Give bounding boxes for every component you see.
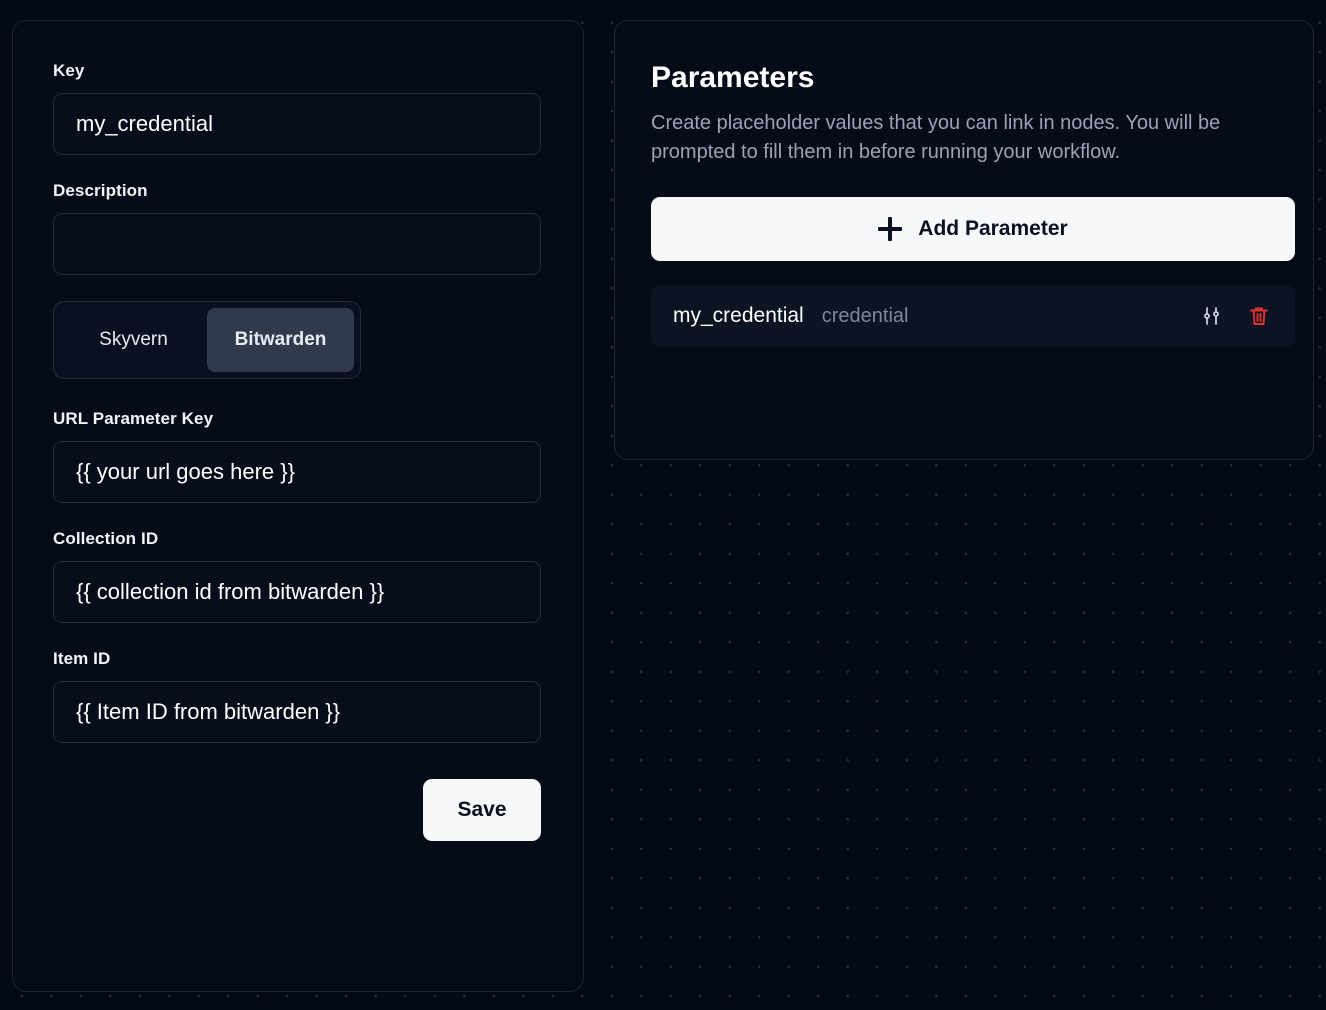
item-id-label: Item ID xyxy=(53,649,111,668)
parameter-name: my_credential xyxy=(673,304,804,327)
key-field-group xyxy=(53,61,543,155)
description-input[interactable] xyxy=(53,213,541,275)
delete-trash-icon[interactable] xyxy=(1245,302,1273,330)
credential-parameter-form xyxy=(12,20,584,992)
parameters-title: Parameters xyxy=(651,61,815,94)
add-parameter-button[interactable] xyxy=(651,197,1295,261)
collection-id-input[interactable]: {{ collection id from bitwarden }} xyxy=(53,561,541,623)
save-row xyxy=(53,779,541,841)
key-input[interactable]: my_credential xyxy=(53,93,541,155)
add-parameter-label: Add Parameter xyxy=(918,217,1068,240)
plus-icon xyxy=(878,217,902,241)
item-id-input[interactable]: {{ Item ID from bitwarden }} xyxy=(53,681,541,743)
provider-toggle-group[interactable] xyxy=(53,301,361,379)
description-field-group xyxy=(53,181,543,275)
collection-id-group xyxy=(53,529,543,623)
key-label: Key xyxy=(53,61,85,80)
save-button[interactable]: Save xyxy=(423,779,541,841)
description-label: Description xyxy=(53,181,148,200)
collection-id-label: Collection ID xyxy=(53,529,159,548)
item-id-group xyxy=(53,649,543,743)
parameters-description: Create placeholder values that you can link in nodes. You will be prompted to fill them in before running your workflow. xyxy=(651,112,1221,163)
url-parameter-key-label: URL Parameter Key xyxy=(53,409,214,428)
provider-option-skyvern[interactable]: Skyvern xyxy=(99,329,168,350)
parameters-panel xyxy=(614,20,1314,460)
provider-option-bitwarden[interactable]: Bitwarden xyxy=(207,308,354,372)
parameter-list-item[interactable] xyxy=(651,285,1295,347)
parameter-type: credential xyxy=(821,304,909,327)
url-parameter-key-input[interactable]: {{ your url goes here }} xyxy=(53,441,541,503)
edit-sliders-icon[interactable] xyxy=(1199,302,1227,330)
url-parameter-key-group xyxy=(53,409,543,503)
